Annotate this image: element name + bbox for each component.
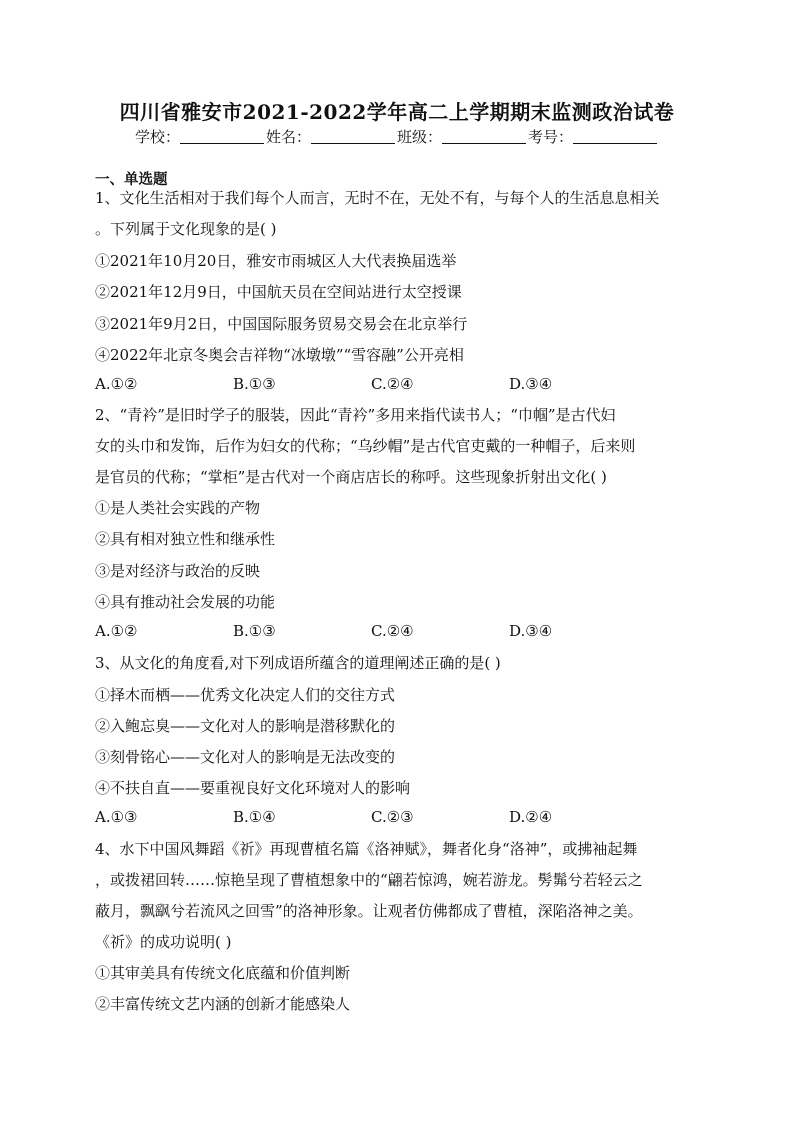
question-1-option-c[interactable]: C.②④	[371, 375, 414, 393]
question-3-item: ②入鲍忘臭——文化对人的影响是潜移默化的	[95, 717, 396, 735]
question-2-stem-line: 女的头巾和发饰，后作为妇女的代称；“乌纱帽”是古代官吏戴的一种帽子，后来则	[95, 437, 636, 455]
school-blank[interactable]	[180, 129, 264, 144]
question-3-item: ①择木而栖——优秀文化决定人们的交往方式	[95, 686, 396, 704]
question-2-option-a[interactable]: A.①②	[95, 622, 138, 640]
section-title: 一、单选题	[95, 171, 168, 188]
school-label: 学校：	[134, 128, 180, 146]
question-3-item: ③刻骨铭心——文化对人的影响是无法改变的	[95, 748, 396, 766]
question-4-stem-line: 《祈》的成功说明( )	[95, 933, 232, 951]
question-1-option-a[interactable]: A.①②	[95, 375, 138, 393]
student-info-row	[0, 126, 794, 147]
question-1-stem-line: 1、文化生活相对于我们每个人而言，无时不在，无处不有，与每个人的生活息息相关	[95, 189, 660, 207]
question-4-stem-line: ，或拨裙回转……惊艳呈现了曹植想象中的“翩若惊鸿，婉若游龙。髣髴兮若轻云之	[95, 871, 643, 889]
question-1-item: ④2022年北京冬奥会吉祥物“冰墩墩”“雪容融”公开亮相	[95, 346, 464, 364]
question-1-option-b[interactable]: B.①③	[233, 375, 276, 393]
question-3-option-d[interactable]: D.②④	[509, 808, 553, 826]
number-label: 考号：	[528, 128, 574, 146]
question-3-item: ④不扶自直——要重视良好文化环境对人的影响	[95, 779, 411, 797]
question-4-item: ②丰富传统文艺内涵的创新才能感染人	[95, 995, 351, 1013]
question-2-item: ②具有相对独立性和继承性	[95, 530, 276, 548]
class-label: 班级：	[397, 128, 443, 146]
question-2-stem-line: 是官员的代称；“掌柜”是古代对一个商店店长的称呼。这些现象折射出文化( )	[95, 468, 607, 486]
question-2-item: ①是人类社会实践的产物	[95, 499, 261, 517]
question-2-item: ③是对经济与政治的反映	[95, 562, 261, 580]
question-1-stem-line: 。下列属于文化现象的是( )	[95, 220, 277, 238]
question-4-item: ①其审美具有传统文化底蕴和价值判断	[95, 964, 351, 982]
question-2-stem-line: 2、“青衿”是旧时学子的服装，因此“青衿”多用来指代读书人；“巾帼”是古代妇	[95, 406, 616, 424]
question-4-stem-line: 4、水下中国风舞蹈《祈》再现曹植名篇《洛神赋》，舞者化身“洛神”，或拂袖起舞	[95, 840, 638, 858]
question-1-option-d[interactable]: D.③④	[509, 375, 553, 393]
question-3-option-a[interactable]: A.①③	[95, 808, 138, 826]
question-2-option-b[interactable]: B.①③	[233, 622, 276, 640]
question-3-option-b[interactable]: B.①④	[233, 808, 276, 826]
question-2-option-c[interactable]: C.②④	[371, 622, 414, 640]
page-title: 四川省雅安市2021-2022学年高二上学期期末监测政治试卷	[119, 100, 675, 124]
name-blank[interactable]	[311, 129, 395, 144]
question-2-option-d[interactable]: D.③④	[509, 622, 553, 640]
question-2-item: ④具有推动社会发展的功能	[95, 593, 276, 611]
number-blank[interactable]	[573, 129, 657, 144]
question-3-option-c[interactable]: C.②③	[371, 808, 414, 826]
question-4-stem-line: 蔽月，飘飖兮若流风之回雪”的洛神形象。让观者仿佛都成了曹植，深陷洛神之美。	[95, 902, 643, 920]
question-1-item: ③2021年9月2日，中国国际服务贸易交易会在北京举行	[95, 315, 468, 333]
question-1-item: ①2021年10月20日，雅安市雨城区人大代表换届选举	[95, 252, 457, 270]
question-3-stem-line: 3、从文化的角度看,对下列成语所蕴含的道理阐述正确的是( )	[95, 654, 501, 672]
question-1-item: ②2021年12月9日，中国航天员在空间站进行太空授课	[95, 283, 462, 301]
class-blank[interactable]	[442, 129, 526, 144]
name-label: 姓名：	[265, 128, 311, 146]
